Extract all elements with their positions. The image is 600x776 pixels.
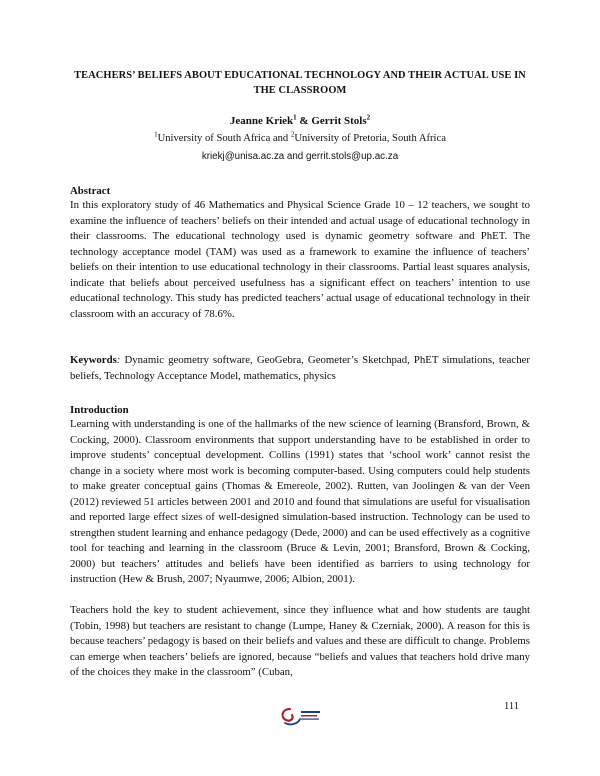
- author-emails: kriekj@unisa.ac.za and gerrit.stols@up.ac.za: [201, 151, 399, 162]
- abstract-heading: Abstract: [70, 185, 111, 197]
- keywords-line: [70, 353, 530, 384]
- author-line: [70, 114, 530, 128]
- affiliation-text: University of Pretoria, South Africa: [294, 133, 446, 144]
- affiliation-line: [70, 132, 530, 146]
- introduction-paragraph: Learning with understanding is one of the hallmarks of the new science of learning (Bransford, Brown, & Cocking, 2000). Classroom environments that support understanding have to be established in order to improve students’ conceptual development. Collins (1991) states that ‘school work’ cannot resist the change in a society where most work is becoming computer-based. Using computers could help students to make greater conceptual gains (Thomas & Emereole, 2002). Rutten, van Joolingen & van der Veen (2012) reviewed 51 articles between 2001 and 2010 and found that simulations are useful for visualisation and reported large effect sizes of well-designed simulation-based instruction. Technology can be used to strengthen student learning and enhance pedagogy (Dede, 2000) and can be used effectively as a cognitive tool for teaching and learning in the classroom (Bruce & Levin, 2001; Bransford, Brown & Cocking, 2000) but teachers’ attitudes and beliefs have been identified as barriers to using technology for instruction (Hew & Brush, 2007; Nyaumwe, 2006; Albion, 2001).: [70, 418, 530, 586]
- affiliation-superscript: 2: [290, 130, 295, 139]
- author-superscript: 2: [366, 113, 371, 122]
- author-name: Gerrit Stols: [311, 115, 367, 127]
- affiliation-superscript: 1: [154, 130, 158, 139]
- publisher-logo-icon: [276, 705, 324, 727]
- page-number: 111: [504, 701, 519, 712]
- introduction-paragraph: Teachers hold the key to student achievement, since they influence what and how students are taught (Tobin, 1998) but teachers are resistant to change (Lumpe, Haney & Czerniak, 2000). A reason for this is because teachers’ pedagogy is based on their beliefs and values and these are difficult to change. Problems can emerge when teachers’ beliefs are ignored, because “beliefs and values that teachers hold drive many of the choices they make in the classroom” (Cuban,: [70, 604, 530, 679]
- introduction-heading: Introduction: [70, 404, 129, 416]
- author-separator: &: [296, 115, 312, 127]
- author-name: Jeanne Kriek: [229, 115, 294, 127]
- keywords-text: Dynamic geometry software, GeoGebra, Geometer’s Sketchpad, PhET simulations, teacher beliefs, Technology Acceptance Model, mathematics, physics: [70, 354, 530, 382]
- abstract-body: In this exploratory study of 46 Mathematics and Physical Science Grade 10 – 12 teachers, we sought to examine the influence of teachers’ beliefs on their intended and actual usage of educational technology in their classrooms. The educational technology used is dynamic geometry software and PhET. The technology acceptance model (TAM) was used as a framework to examine the influence of teachers’ beliefs on their intention to use educational technology in their classrooms. Partial least squares analysis, indicate that beliefs about perceived usefulness has a significant effect on teachers’ intention to use educational technology. This study has predicted teachers’ actual usage of educational technology in their classroom with an accuracy of 78.6%.: [70, 199, 530, 320]
- author-superscript: 1: [293, 113, 297, 122]
- paper-title: TEACHERS’ BELIEFS ABOUT EDUCATIONAL TECHNOLOGY AND THEIR ACTUAL USE IN THE CLASSROOM: [74, 70, 526, 96]
- keywords-colon: :: [116, 354, 121, 366]
- keywords-label: Keywords: [70, 354, 117, 366]
- affiliation-text: University of South Africa and: [157, 133, 291, 144]
